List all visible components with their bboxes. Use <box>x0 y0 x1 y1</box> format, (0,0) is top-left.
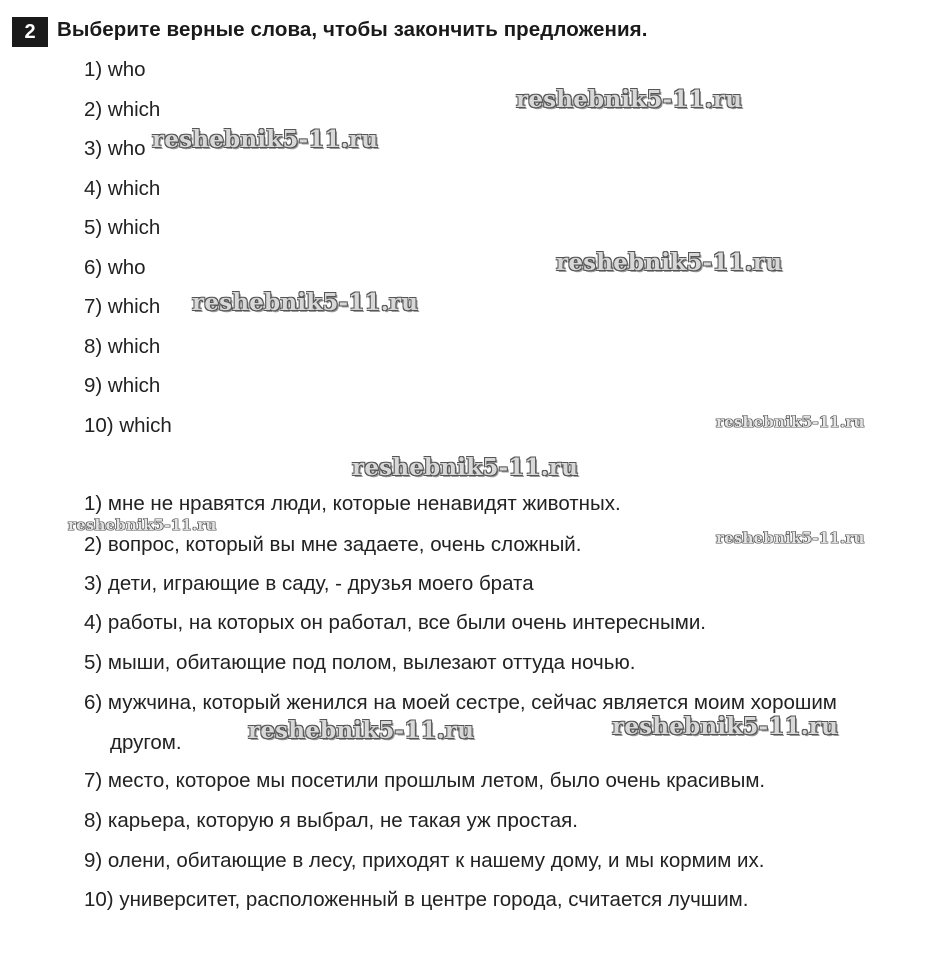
watermark: reshebnik5-11.ru <box>556 249 783 276</box>
answer-item: 10) which <box>84 414 172 437</box>
answer-item: 3) who <box>84 137 146 160</box>
watermark: reshebnik5-11.ru <box>612 713 839 740</box>
watermark: reshebnik5-11.ru <box>352 454 579 481</box>
answer-item: 7) which <box>84 295 161 318</box>
answer-item: 9) which <box>84 374 161 397</box>
answer-item: 8) which <box>84 335 161 358</box>
answer-item: 1) who <box>84 58 146 81</box>
task-title: Выберите верные слова, чтобы закончить предложения. <box>57 18 648 41</box>
task-number-badge: 2 <box>12 17 48 47</box>
translation-item: 6) мужчина, который женился на моей сестре, сейчас является моим хорошим <box>84 691 837 714</box>
answer-item: 5) which <box>84 216 161 239</box>
watermark: reshebnik5-11.ru <box>192 289 419 316</box>
watermark: reshebnik5-11.ru <box>68 516 217 534</box>
translation-item: 7) место, которое мы посетили прошлым летом, было очень красивым. <box>84 769 766 792</box>
translation-item: 3) дети, играющие в саду, - друзья моего брата <box>84 572 534 595</box>
translation-item: 10) университет, расположенный в центре города, считается лучшим. <box>84 888 749 911</box>
watermark: reshebnik5-11.ru <box>716 529 865 547</box>
translation-item: 2) вопрос, который вы мне задаете, очень сложный. <box>84 533 582 556</box>
translation-item: 1) мне не нравятся люди, которые ненавидят животных. <box>84 492 621 515</box>
translation-item: 8) карьера, которую я выбрал, не такая уж простая. <box>84 809 578 832</box>
watermark: reshebnik5-11.ru <box>516 86 743 113</box>
watermark: reshebnik5-11.ru <box>716 413 865 431</box>
translation-item-continuation: другом. <box>110 731 182 754</box>
answer-item: 4) which <box>84 177 161 200</box>
answer-item: 2) which <box>84 98 161 121</box>
translation-item: 4) работы, на которых он работал, все были очень интересными. <box>84 611 706 634</box>
translation-item: 5) мыши, обитающие под полом, вылезают оттуда ночью. <box>84 651 636 674</box>
watermark: reshebnik5-11.ru <box>152 126 379 153</box>
translation-item: 9) олени, обитающие в лесу, приходят к нашему дому, и мы кормим их. <box>84 849 765 872</box>
watermark: reshebnik5-11.ru <box>248 717 475 744</box>
answer-item: 6) who <box>84 256 146 279</box>
